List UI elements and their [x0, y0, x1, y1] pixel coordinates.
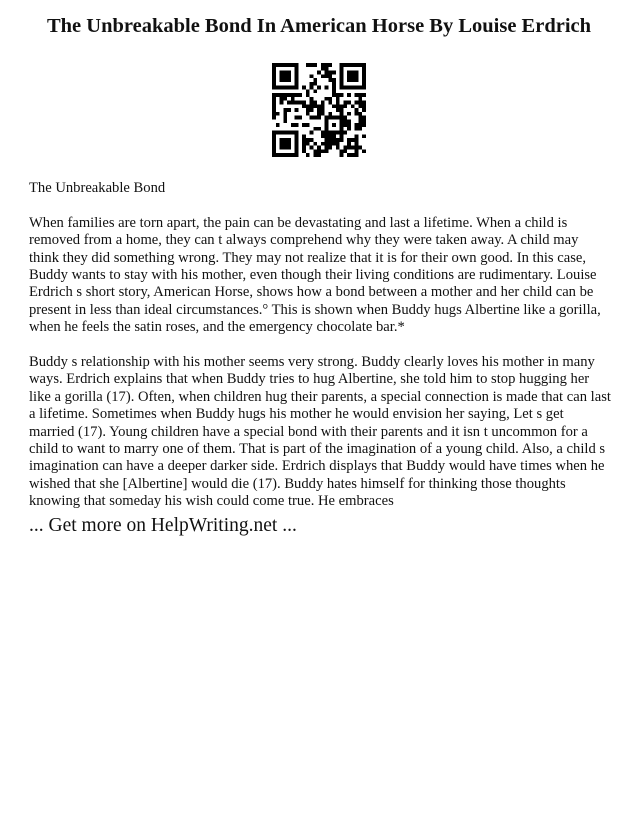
get-more-link[interactable]: ... Get more on HelpWriting.net ... — [29, 515, 297, 536]
body-paragraph-1: When families are torn apart, the pain can be devastating and last a lifetime. When a child is removed from a home, they can t always comprehend why they were taken away. A child may think they did something wrong. They may not realize that it is for their own good. In this case, Buddy wants to stay with his mother, even though their living conditions are rudimentary. Louise Erdrich s short story, American Horse, shows how a bond between a mother and her child can be present in less than ideal circumstances.° This is shown when Buddy hugs Albertine like a gorilla, when he feels the satin roses, and the emergency chocolate bar.* — [29, 214, 601, 336]
qr-code-icon — [272, 63, 366, 157]
document-title: The Unbreakable Bond In American Horse By Louise Erdrich — [46, 15, 592, 37]
document-body — [29, 180, 611, 528]
document-subtitle: The Unbreakable Bond — [29, 180, 166, 196]
body-paragraph-2: Buddy s relationship with his mother seems very strong. Buddy clearly loves his mother in many ways. Erdrich explains that when Buddy tries to hug Albertine, she told him to stop hugging her like a gorilla (17). Often, when children hug their parents, a special connection is made that can last a lifetime. Sometimes when Buddy hugs his mother he would envision her saying, Let s get married (17). Young children have a special bond with their parents and it isn t uncommon for a child to want to marry one of them. That is part of the imagination of a young child. Also, a child s imagination can have a deeper darker side. Erdrich displays that Buddy would have times when he wished that she [Albertine] would die (17). Buddy hates himself for thinking those thoughts knowing that someday his wish could come true. He embraces — [29, 354, 611, 510]
